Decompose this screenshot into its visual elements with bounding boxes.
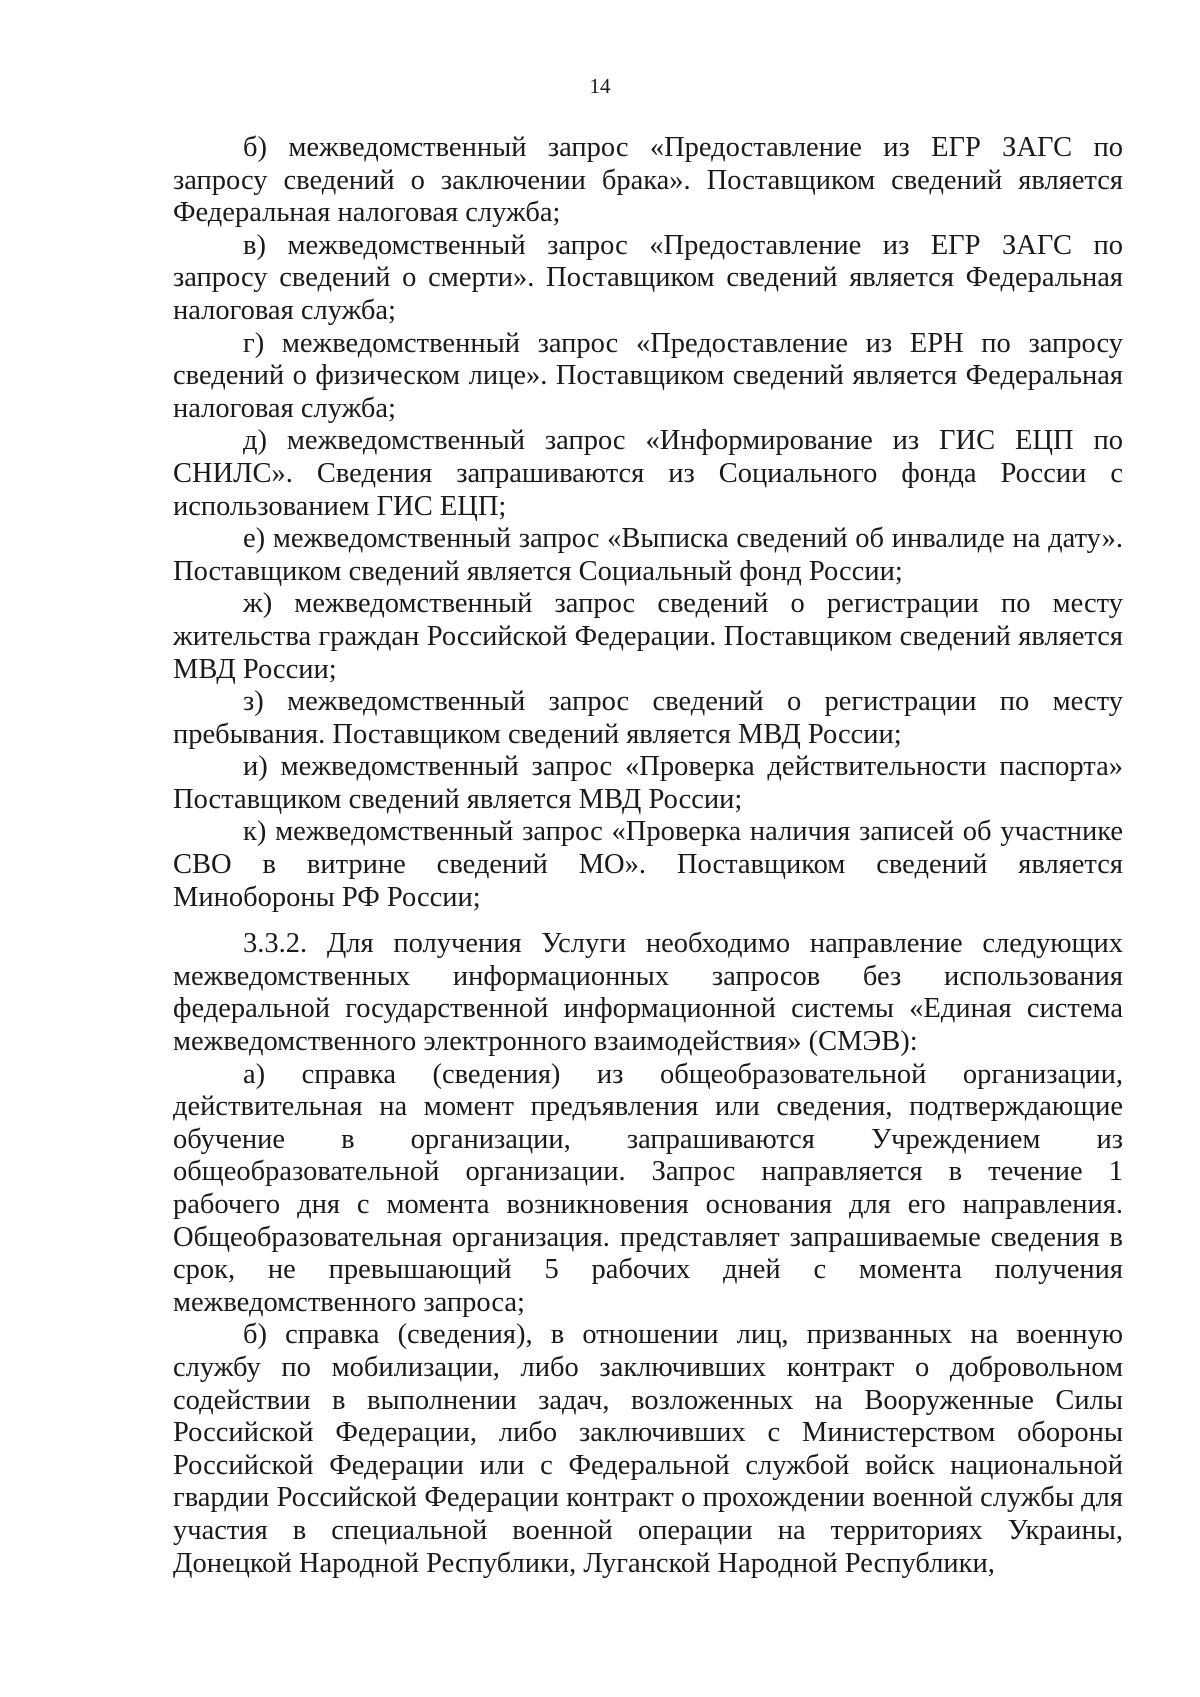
paragraph-item-e-disabled-extract: е) межведомственный запрос «Выписка сведений об инвалиде на дату». Поставщиком сведений является Социальный фонд России; bbox=[173, 523, 1123, 587]
paragraph-item-i-passport-check: и) межведомственный запрос «Проверка действительности паспорта» Поставщиком сведений является МВД России; bbox=[173, 751, 1123, 815]
paragraph-item-a-school-certificate: а) справка (сведения) из общеобразовательной организации, действительная на момент предъявления или сведения, подтверждающие обучение в организации, запрашиваются Учреждением из общеобразовательной организации. Запрос направляется в течение 1 рабочего дня с момента возникновения основания для его направления. Общеобразовательная организация. представляет запрашиваемые сведения в срок, не превышающий 5 рабочих дней с момента получения межведомственного запроса; bbox=[173, 1058, 1123, 1318]
paragraph-item-zh-residence-registration: ж) межведомственный запрос сведений о регистрации по месту жительства граждан Российской Федерации. Поставщиком сведений является МВД России; bbox=[173, 588, 1123, 685]
paragraph-item-z-stay-registration: з) межведомственный запрос сведений о регистрации по месту пребывания. Поставщиком сведений является МВД России; bbox=[173, 686, 1123, 750]
paragraph-item-b-military-certificate: б) справка (сведения), в отношении лиц, призванных на военную службу по мобилизации, либо заключивших контракт о добровольном содействии в выполнении задач, возложенных на Вооруженные Силы Российской Федерации, либо заключивших с Министерством обороны Российской Федерации или с Федеральной службой войск национальной гвардии Российской Федерации контракт о прохождении военной службы для участия в специальной военной операции на территориях Украины, Донецкой Народной Республики, Луганской Народной Республики, bbox=[173, 1319, 1123, 1579]
paragraph-item-k-svo-check: к) межведомственный запрос «Проверка наличия записей об участнике СВО в витрине сведений МО». Поставщиком сведений является Минобороны РФ России; bbox=[173, 816, 1123, 913]
paragraph-item-g-ern: г) межведомственный запрос «Предоставление из ЕРН по запросу сведений о физическом лице». Поставщиком сведений является Федеральная налоговая служба; bbox=[173, 327, 1123, 424]
paragraph-item-b-zags-marriage: б) межведомственный запрос «Предоставление из ЕГР ЗАГС по запросу сведений о заключении брака». Поставщиком сведений является Федеральная налоговая служба; bbox=[173, 132, 1123, 229]
paragraph-item-d-gis-ecp: д) межведомственный запрос «Информирование из ГИС ЕЦП по СНИЛС». Сведения запрашиваются из Социального фонда России с использованием ГИС ЕЦП; bbox=[173, 425, 1123, 522]
document-body bbox=[173, 132, 1123, 1580]
paragraph-item-v-zags-death: в) межведомственный запрос «Предоставление из ЕГР ЗАГС по запросу сведений о смерти». Поставщиком сведений является Федеральная налоговая служба; bbox=[173, 229, 1123, 326]
page-number: 14 bbox=[589, 74, 611, 98]
paragraph-section-3-3-2: 3.3.2. Для получения Услуги необходимо направление следующих межведомственных информационных запросов без использования федеральной государственной информационной системы «Единая система межведомственного электронного взаимодействия» (СМЭВ): bbox=[173, 928, 1123, 1058]
